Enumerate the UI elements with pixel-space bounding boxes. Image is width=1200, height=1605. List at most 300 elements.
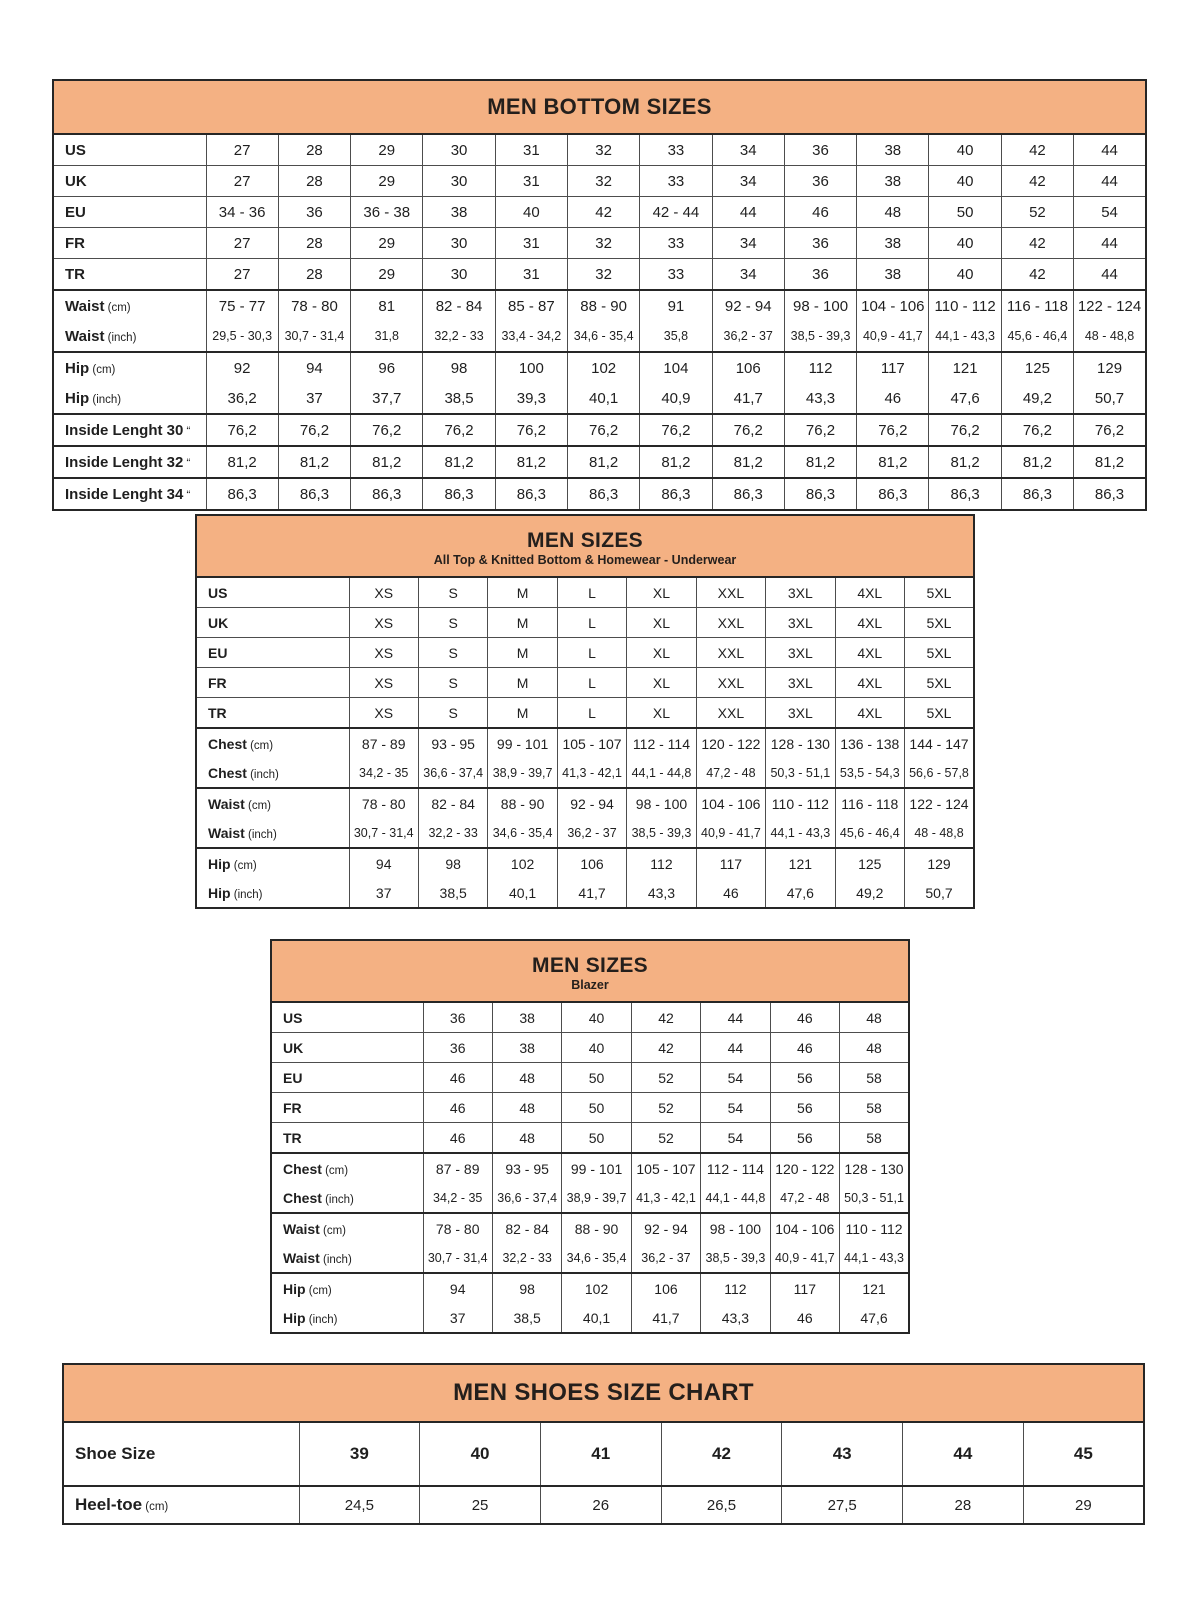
size-cell: 41,3 - 42,1 (631, 1183, 700, 1213)
size-cell: 102 (562, 1273, 631, 1303)
size-cell: 29 (351, 166, 423, 197)
row-label: Waist (inch) (65, 327, 137, 345)
size-cell: 86,3 (712, 478, 784, 510)
size-cell: 42 (1001, 134, 1073, 166)
table-section (53, 414, 1146, 446)
size-cell: 129 (1074, 352, 1146, 383)
size-cell: 36 (784, 166, 856, 197)
size-cell: 122 - 124 (1074, 290, 1146, 321)
table-section (53, 352, 1146, 414)
row-label: UK (196, 608, 349, 638)
size-cell: 144 - 147 (905, 728, 975, 758)
size-cell: 44 (903, 1422, 1024, 1486)
size-cell: M (488, 698, 557, 729)
table-row (271, 1243, 909, 1273)
row-label-unit: (cm) (142, 1501, 169, 1513)
row-label-unit: “ (183, 489, 191, 502)
size-cell: 4XL (835, 608, 904, 638)
size-cell: 38 (857, 134, 929, 166)
row-label: Hip (inch) (283, 1309, 338, 1326)
table-row (53, 197, 1146, 228)
men-bottom-sizes-table (52, 79, 1147, 511)
size-cell: 98 (418, 848, 487, 878)
size-cell: 120 - 122 (770, 1153, 839, 1183)
size-cell: 40,9 - 41,7 (857, 321, 929, 352)
size-cell: XL (627, 577, 696, 608)
row-label: Inside Lenght 34 “ (53, 478, 206, 510)
table-header-row (53, 80, 1146, 134)
size-cell: 34 (712, 259, 784, 291)
row-label-unit: (inch) (230, 888, 263, 901)
size-cell: 39,3 (495, 383, 567, 414)
size-cell: 50,7 (1074, 383, 1146, 414)
table-section (196, 728, 974, 788)
size-cell: 48 (840, 1033, 909, 1063)
size-cell: 98 (492, 1273, 561, 1303)
size-cell: 102 (567, 352, 639, 383)
row-label: FR (271, 1093, 423, 1123)
size-cell: 46 (770, 1033, 839, 1063)
size-cell: 76,2 (206, 414, 278, 446)
size-cell: 49,2 (835, 878, 904, 908)
table-header (53, 80, 1146, 134)
size-cell: 78 - 80 (278, 290, 350, 321)
table-row (271, 1183, 909, 1213)
size-cell: 36 (423, 1002, 492, 1033)
row-label: Waist (inch) (283, 1249, 352, 1266)
table-header-row (271, 940, 909, 1002)
size-cell: XXL (696, 608, 765, 638)
row-label: Hip (cm) (271, 1273, 423, 1303)
table-row (53, 166, 1146, 197)
size-cell: 34,2 - 35 (349, 758, 418, 788)
size-cell: 36,2 - 37 (557, 818, 626, 848)
table-section (196, 788, 974, 848)
size-cell: 30 (423, 228, 495, 259)
size-cell: 41 (540, 1422, 661, 1486)
size-cell: 37 (278, 383, 350, 414)
size-cell: 26 (540, 1486, 661, 1524)
size-cell: 42 (1001, 259, 1073, 291)
table-section (53, 478, 1146, 510)
size-cell: 38 (857, 259, 929, 291)
row-label-unit: (cm) (244, 799, 272, 812)
row-label: Waist (inch) (208, 824, 277, 841)
size-cell: 76,2 (423, 414, 495, 446)
size-cell: 76,2 (278, 414, 350, 446)
size-cell: 56 (770, 1063, 839, 1093)
size-cell: 81,2 (857, 446, 929, 478)
table-row (63, 1486, 1144, 1524)
size-cell: 121 (840, 1273, 909, 1303)
size-cell: 110 - 112 (840, 1213, 909, 1243)
row-label: EU (196, 638, 349, 668)
size-cell: 28 (278, 166, 350, 197)
size-cell: M (488, 608, 557, 638)
size-cell: XL (627, 668, 696, 698)
size-cell: 42 (631, 1002, 700, 1033)
size-cell: 76,2 (1074, 414, 1146, 446)
size-cell: 98 (423, 352, 495, 383)
size-cell: 47,2 - 48 (696, 758, 765, 788)
size-cell: 98 - 100 (784, 290, 856, 321)
size-cell: L (557, 698, 626, 729)
size-cell: 42 (1001, 166, 1073, 197)
size-cell: 104 - 106 (696, 788, 765, 818)
row-label-unit: (cm) (319, 1224, 347, 1237)
table-section (271, 1213, 909, 1273)
size-cell: 30 (423, 134, 495, 166)
size-cell: 38,5 (423, 383, 495, 414)
size-cell: 53,5 - 54,3 (835, 758, 904, 788)
row-label-unit: (inch) (321, 1193, 354, 1206)
size-cell: 88 - 90 (488, 788, 557, 818)
size-cell: 81,2 (351, 446, 423, 478)
size-cell: 38,5 (418, 878, 487, 908)
size-cell: 46 (423, 1123, 492, 1154)
size-cell: 52 (631, 1093, 700, 1123)
size-cell: 46 (423, 1063, 492, 1093)
size-cell: 34,6 - 35,4 (567, 321, 639, 352)
size-cell: 48 - 48,8 (905, 818, 975, 848)
row-label: US (196, 577, 349, 608)
size-cell: 40,9 (640, 383, 712, 414)
size-cell: 40,9 - 41,7 (696, 818, 765, 848)
size-cell: 76,2 (712, 414, 784, 446)
row-label: Inside Lenght 32 “ (53, 446, 206, 478)
size-cell: XL (627, 698, 696, 729)
size-cell: 43,3 (784, 383, 856, 414)
table-row (53, 321, 1146, 352)
size-cell: 86,3 (351, 478, 423, 510)
table-section (271, 1153, 909, 1213)
row-label: EU (53, 197, 206, 228)
table-row (196, 848, 974, 878)
size-cell: S (418, 698, 487, 729)
size-cell: 110 - 112 (929, 290, 1001, 321)
size-cell: S (418, 638, 487, 668)
size-cell: 100 (495, 352, 567, 383)
row-label: Hip (cm) (53, 352, 206, 383)
row-label-unit: (inch) (89, 393, 122, 406)
size-cell: 48 (840, 1002, 909, 1033)
row-label: Waist (cm) (53, 290, 206, 321)
size-cell: 47,6 (929, 383, 1001, 414)
row-label: TR (271, 1123, 423, 1154)
men-sizes-blazer-table (270, 939, 910, 1334)
size-cell: 30,7 - 31,4 (423, 1243, 492, 1273)
table-section (53, 446, 1146, 478)
size-cell: 54 (1074, 197, 1146, 228)
size-cell: 82 - 84 (423, 290, 495, 321)
size-cell: 92 - 94 (631, 1213, 700, 1243)
row-label-unit: (cm) (305, 1284, 332, 1297)
size-cell: 44 (701, 1002, 770, 1033)
size-cell: 40 (420, 1422, 541, 1486)
size-cell: 31 (495, 228, 567, 259)
size-cell: 44,1 - 43,3 (766, 818, 835, 848)
row-label: Inside Lenght 30 “ (53, 414, 206, 446)
size-cell: 38 (857, 228, 929, 259)
size-cell: 104 - 106 (770, 1213, 839, 1243)
row-label: Heel-toe (cm) (63, 1486, 299, 1524)
size-cell: 86,3 (278, 478, 350, 510)
size-cell: 92 - 94 (712, 290, 784, 321)
size-cell: 105 - 107 (557, 728, 626, 758)
size-cell: 32,2 - 33 (418, 818, 487, 848)
size-cell: 93 - 95 (418, 728, 487, 758)
row-label-unit: (inch) (244, 828, 277, 841)
size-cell: 94 (423, 1273, 492, 1303)
size-cell: 38,5 - 39,3 (784, 321, 856, 352)
row-label: EU (271, 1063, 423, 1093)
row-label-unit: “ (183, 457, 191, 470)
row-label-unit: (inch) (319, 1253, 352, 1266)
size-cell: 86,3 (495, 478, 567, 510)
table-row (196, 638, 974, 668)
size-cell: 128 - 130 (766, 728, 835, 758)
table-row (271, 1093, 909, 1123)
size-cell: 28 (903, 1486, 1024, 1524)
size-cell: 36 (784, 259, 856, 291)
size-cell: 34,2 - 35 (423, 1183, 492, 1213)
table-section (63, 1422, 1144, 1486)
size-cell: XXL (696, 698, 765, 729)
size-cell: 76,2 (929, 414, 1001, 446)
size-cell: 116 - 118 (835, 788, 904, 818)
size-cell: 56 (770, 1123, 839, 1154)
size-cell: 81,2 (567, 446, 639, 478)
table-row (53, 478, 1146, 510)
table-row (271, 1002, 909, 1033)
men-shoes-size-chart-table (62, 1363, 1145, 1525)
size-cell: 125 (1001, 352, 1073, 383)
table-row (53, 446, 1146, 478)
size-cell: 38 (423, 197, 495, 228)
table-subtitle: Blazer (571, 977, 609, 992)
row-label: UK (271, 1033, 423, 1063)
size-cell: 27,5 (782, 1486, 903, 1524)
size-cell: 25 (420, 1486, 541, 1524)
size-cell: 76,2 (495, 414, 567, 446)
size-cell: 4XL (835, 668, 904, 698)
size-cell: 42 (631, 1033, 700, 1063)
size-cell: 81,2 (1001, 446, 1073, 478)
size-cell: 82 - 84 (492, 1213, 561, 1243)
size-cell: 5XL (905, 608, 975, 638)
size-cell: 44 (1074, 228, 1146, 259)
size-cell: 88 - 90 (567, 290, 639, 321)
size-cell: 112 (784, 352, 856, 383)
row-label-unit: (cm) (89, 363, 116, 376)
size-cell: 31 (495, 166, 567, 197)
size-cell: 81,2 (712, 446, 784, 478)
size-cell: 45,6 - 46,4 (1001, 321, 1073, 352)
size-cell: 5XL (905, 577, 975, 608)
size-cell: 93 - 95 (492, 1153, 561, 1183)
size-cell: 50,7 (905, 878, 975, 908)
size-cell: 29 (351, 134, 423, 166)
size-cell: L (557, 577, 626, 608)
table-title: MEN BOTTOM SIZES (487, 94, 712, 119)
size-cell: 94 (349, 848, 418, 878)
size-cell: 87 - 89 (349, 728, 418, 758)
table-row (271, 1033, 909, 1063)
table-section (53, 134, 1146, 290)
size-cell: 47,6 (766, 878, 835, 908)
size-cell: 117 (857, 352, 929, 383)
table-row (271, 1273, 909, 1303)
size-cell: 42 (661, 1422, 782, 1486)
row-label: Waist (cm) (271, 1213, 423, 1243)
size-cell: 112 (627, 848, 696, 878)
row-label: TR (196, 698, 349, 729)
men-bottom-sizes-section (52, 79, 1147, 511)
size-cell: 41,7 (557, 878, 626, 908)
size-cell: 42 (1001, 228, 1073, 259)
row-label-unit: (cm) (104, 301, 131, 314)
size-cell: 50,3 - 51,1 (766, 758, 835, 788)
size-cell: 49,2 (1001, 383, 1073, 414)
size-cell: 44,1 - 44,8 (701, 1183, 770, 1213)
size-cell: 92 - 94 (557, 788, 626, 818)
size-cell: 106 (712, 352, 784, 383)
size-cell: 81,2 (206, 446, 278, 478)
table-section (271, 1273, 909, 1333)
size-cell: 32 (567, 166, 639, 197)
size-cell: L (557, 668, 626, 698)
size-cell: 54 (701, 1093, 770, 1123)
size-cell: 82 - 84 (418, 788, 487, 818)
size-cell: 44 (712, 197, 784, 228)
row-label: Hip (cm) (196, 848, 349, 878)
size-cell: 76,2 (784, 414, 856, 446)
size-cell: 38,5 (492, 1303, 561, 1333)
row-label: Chest (cm) (196, 728, 349, 758)
size-cell: 98 - 100 (627, 788, 696, 818)
size-cell: S (418, 668, 487, 698)
size-cell: XS (349, 608, 418, 638)
size-cell: 40,1 (567, 383, 639, 414)
size-cell: 52 (631, 1123, 700, 1154)
row-label-unit: (inch) (246, 768, 279, 781)
size-cell: 33,4 - 34,2 (495, 321, 567, 352)
size-cell: XS (349, 638, 418, 668)
size-cell: 40,1 (488, 878, 557, 908)
size-cell: 30 (423, 259, 495, 291)
row-label: FR (196, 668, 349, 698)
size-cell: 33 (640, 228, 712, 259)
size-cell: 38,5 - 39,3 (701, 1243, 770, 1273)
size-cell: 36 - 38 (351, 197, 423, 228)
size-cell: 56 (770, 1093, 839, 1123)
size-cell: 28 (278, 134, 350, 166)
size-cell: 4XL (835, 698, 904, 729)
size-cell: 117 (696, 848, 765, 878)
size-cell: 102 (488, 848, 557, 878)
table-row (271, 1303, 909, 1333)
size-cell: 40 (562, 1033, 631, 1063)
size-cell: 5XL (905, 638, 975, 668)
table-row (196, 818, 974, 848)
size-cell: 29,5 - 30,3 (206, 321, 278, 352)
men-sizes-top-section (195, 514, 975, 909)
table-section (196, 848, 974, 908)
row-label: Hip (inch) (65, 389, 122, 407)
size-cell: 44 (1074, 134, 1146, 166)
size-cell: 76,2 (857, 414, 929, 446)
size-cell: 29 (351, 228, 423, 259)
size-cell: 116 - 118 (1001, 290, 1073, 321)
size-cell: 32 (567, 259, 639, 291)
size-cell: 86,3 (1074, 478, 1146, 510)
size-cell: 121 (766, 848, 835, 878)
size-cell: 46 (857, 383, 929, 414)
size-cell: 86,3 (857, 478, 929, 510)
table-title: MEN SIZES (532, 953, 648, 977)
size-cell: 44 (701, 1033, 770, 1063)
size-cell: 30 (423, 166, 495, 197)
size-cell: 5XL (905, 668, 975, 698)
size-cell: 4XL (835, 577, 904, 608)
size-cell: 86,3 (640, 478, 712, 510)
row-label: Hip (inch) (208, 884, 263, 901)
size-cell: 50 (562, 1063, 631, 1093)
size-cell: 38 (492, 1002, 561, 1033)
size-cell: 3XL (766, 668, 835, 698)
size-cell: 32,2 - 33 (423, 321, 495, 352)
size-cell: 37 (349, 878, 418, 908)
size-cell: 27 (206, 228, 278, 259)
row-label-unit: (cm) (230, 859, 257, 872)
size-cell: 33 (640, 166, 712, 197)
size-cell: 48 (857, 197, 929, 228)
size-cell: 104 (640, 352, 712, 383)
size-cell: 42 (567, 197, 639, 228)
row-label: US (271, 1002, 423, 1033)
size-cell: 45 (1023, 1422, 1144, 1486)
size-cell: 94 (278, 352, 350, 383)
size-cell: 40 (929, 166, 1001, 197)
size-cell: 44,1 - 43,3 (840, 1243, 909, 1273)
size-cell: 48 (492, 1063, 561, 1093)
size-cell: 32,2 - 33 (492, 1243, 561, 1273)
table-row (53, 414, 1146, 446)
size-cell: 40 (929, 228, 1001, 259)
row-label: Chest (inch) (283, 1189, 354, 1206)
size-cell: 106 (557, 848, 626, 878)
size-cell: L (557, 638, 626, 668)
size-cell: 56,6 - 57,8 (905, 758, 975, 788)
size-cell: 30,7 - 31,4 (349, 818, 418, 848)
size-cell: 46 (784, 197, 856, 228)
size-cell: XXL (696, 577, 765, 608)
size-cell: 27 (206, 134, 278, 166)
table-header-row (63, 1364, 1144, 1422)
size-cell: 36,2 (206, 383, 278, 414)
size-cell: 48 - 48,8 (1074, 321, 1146, 352)
size-cell: 34 (712, 134, 784, 166)
size-cell: 41,7 (712, 383, 784, 414)
size-cell: 41,3 - 42,1 (557, 758, 626, 788)
size-cell: 99 - 101 (562, 1153, 631, 1183)
size-cell: 110 - 112 (766, 788, 835, 818)
size-cell: 81,2 (1074, 446, 1146, 478)
size-cell: 46 (696, 878, 765, 908)
size-cell: 122 - 124 (905, 788, 975, 818)
table-row (53, 134, 1146, 166)
size-cell: 38,9 - 39,7 (562, 1183, 631, 1213)
